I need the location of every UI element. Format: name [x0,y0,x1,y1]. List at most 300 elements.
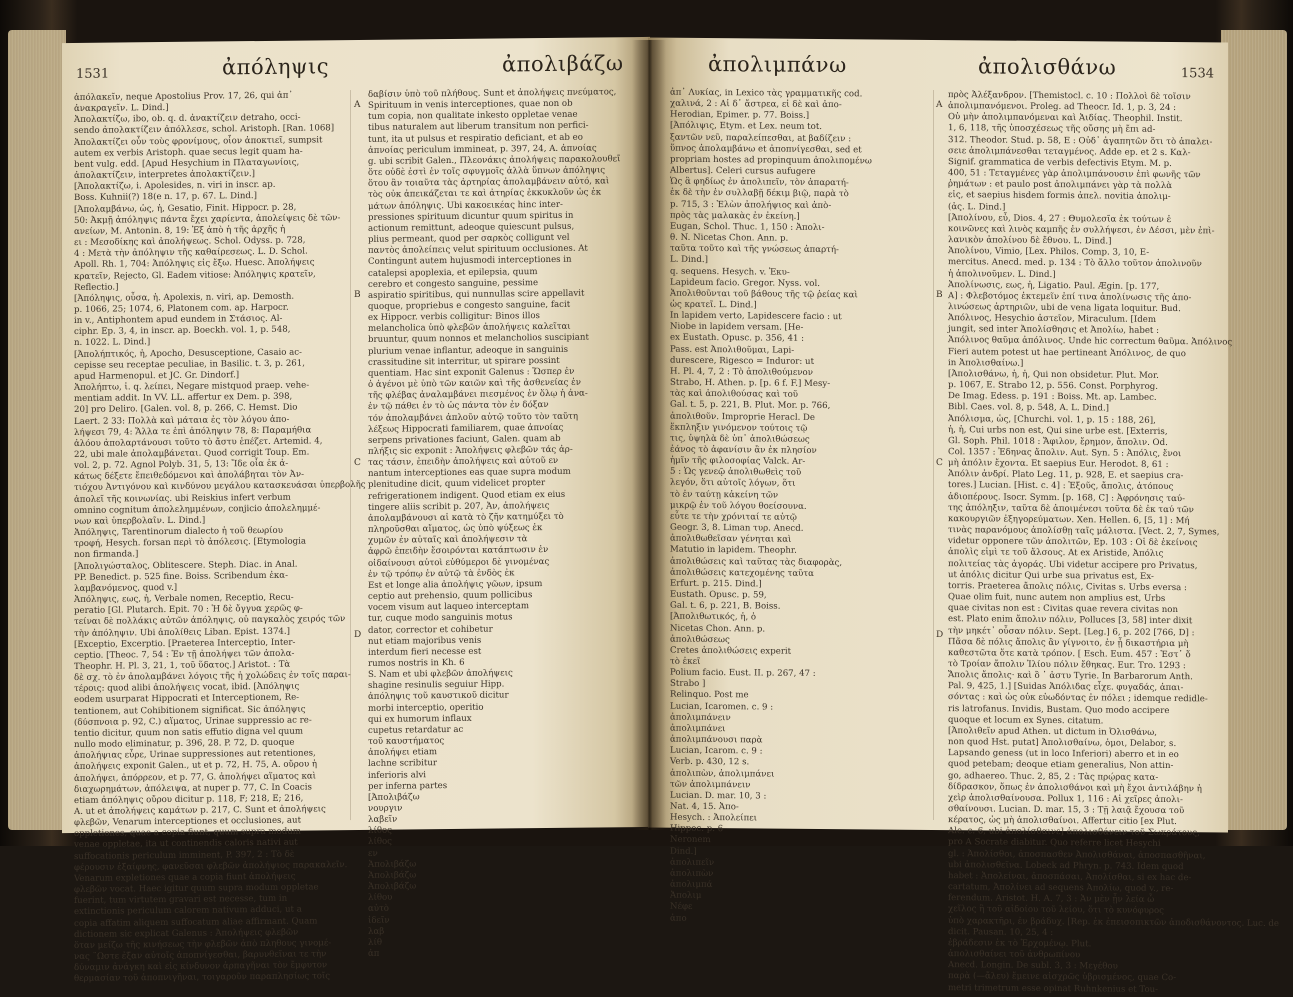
text-line: plius permeant, quod per σαρκὸς colligunt vel [368,232,570,245]
right-margin-letter-a: A [936,99,943,111]
text-line: per inferna partes [368,780,448,792]
text-line: λαμβανόμενος, quod v.] [74,582,178,594]
text-line: tores.] Lucian. [Hist. c. 4] : Ἐξοῦς, ἄπολις, ἀτόπους [948,480,1174,493]
text-line: εν [368,848,378,859]
text-line: ἀπολήψει, ἀπόρρεον, et p. 77, G. ἀπολήψει αἵματος καὶ [74,770,317,784]
text-line: λινώσεως ἀρτηριῶν, ubi de vena ligata loquitur. Bud. [948,302,1181,315]
text-line: εἰς, et saepius hisdem formis ἀπελ. novitia ἀπολιμ- [948,190,1171,203]
text-line: πολιτείας τὰς ἀγοράς. Ubi videtur accipere pro Privatus, [948,558,1198,571]
text-line: quae civitas non est : Civitas quae revera civitas non [948,603,1178,616]
text-line: δύναμιν ἀνάγκη καὶ εἰς κίνδυνον ἀρπαγῆναι τὸν ἔμφυτον [74,960,328,974]
text-line: τὴν ἀπόληψιν. Ubi ἀπολίθεις Liban. Epist. 1374.] [74,626,290,639]
text-line: Anecd. Longin. De subl. 3, 3 : Μεγέθου [948,960,1118,972]
text-line: Strabo ] [670,678,706,690]
text-line: πρὸς τὰς μαλακὰς ἐν ἐκείνη.] [670,210,800,222]
text-line: τις, ὑψηλὰ δὲ ὑπ᾿ ἀπολιθώσεως [670,433,810,445]
text-line: Οὐ μὴν ἀπολιμπανόμεναι καὶ Ἀιδίας. Theophil. Instit. [948,112,1183,125]
text-line: p. 1066, 25; 1074, 6, Platonem com. ap. Harpocr. [74,302,289,315]
text-line: Nicetas Chon. Ann. p. [670,623,766,634]
text-line: τέροις: quod alibi ἀπολήψεις vocat, ibid. [Ἀπόληψις [74,681,300,695]
text-line: ἀπ᾿ Λυκίας, in Lexico τὰς γραμματικῆς cod. [670,87,863,100]
text-line: ὅταν μείζω τῆς κινήσεως τὴν φλεβῶν ἀπὸ πληθους γινομέ- [74,938,332,951]
text-line: ubi ἀπολισθεῖνα. Lobeck ad Phryn. p. 743. Idem quod [948,859,1184,872]
text-line: metri trimetrum esse opinat Ruhnkenius et Tou- [948,982,1159,995]
text-line: 22, ubi male ἀπολαμβάνεται. Quod corrigit Toup. Em. [74,447,310,460]
text-line: κοινῶνες καὶ λινὸς καμπῆς ἐν συλλήψεσι, ἐν Δέσσι, μὲν ἐπὶ- [948,223,1215,237]
text-line: ἀνακραγεῖν. L. Dind.] [74,103,169,115]
text-line: ἀπολιθώσεις κατεχομένης ταῦτα [670,567,814,579]
text-line: χεὶρ ἀπολισθαίνουσα. Pollux 1, 116 : Αἱ χεῖρες ἀπολι- [948,792,1183,805]
text-line: videtur opponere τῶν ἀπολιτῶν, Ep. 103 : Οἱ δὲ ἐκείνοις [948,536,1198,549]
text-line: Lapsando geness (ut in loco Inferiori) aberro et in eo [948,748,1179,761]
text-line: oppletiones, quae a copia fiunt, quum supra modum [74,826,301,840]
text-line: πλήξις sic exponit : Ἀπολήψεις φλεβῶν τάς ἀρ- [368,444,573,457]
text-line: cerebro et congesto sanguine, pessime [368,277,539,290]
text-line: ἀφρῶ ἐπειδὴν ἔσοιρόνται κατάπτωσιν ἐν [368,545,549,558]
text-line: κρατεῖν, Rejecto, Gl. Eadem vitiose: Ἀπόληψις κρατεῖν, [74,268,316,282]
text-line: ἀπολιθώσεις καὶ ταῦτας τὰς διαφορὰς, [670,556,843,568]
text-line: [Ἀπολιθωτικός, ἡ, ὁ [670,612,757,623]
text-line: cepisse seu receptae peculiae, in Basilic. t. 3, p. 261, [74,358,305,371]
text-line: etiam ἀπόληψις οὔρου dicitur p. 118, F; 218, E; 216, [74,793,304,806]
text-line: (δύσπνοια p. 92, C.) αἵματος, Urinae suppressio ac re- [74,715,312,728]
text-line: ῥημάτων : et paulo post ἀπολιμπάνει γὰρ τὰ πολλὰ [948,179,1173,192]
text-line: [Ἀπολισθάνω, ἡ, ἡ, Qui non obsidetur. Plut. Mor. [948,368,1159,381]
text-line: actionum remittunt, adeoque quiescunt pulsus, [368,221,575,234]
text-line: τοῦ καυστήματος [368,736,445,747]
text-line: gl. : Ἀπολίσθοι, ἀποσπασθεν Ἀπολισθάναι, ἀποσπασθῆναι, [948,848,1206,861]
text-line: Ἀπολίνου, Vimio, [Lex. Philos. Comp. 3, 10, E- [948,246,1150,259]
text-line: pro A Socrate diabitur. Quo referre licet Hesychi [948,837,1161,850]
text-line: σόντας : καὶ ὡς οὐκ εὐωδόντας ἐν πόλει ; idemque redidle- [948,692,1208,705]
text-line: κακουργιῶν ἐξηγορεύματων. Xen. Hellen. 6, [5, 1] : Μή [948,514,1190,527]
text-line: δαβίσιν ὑπὸ τοῦ πλήθους. Sunt et ἀπολήψεις πνεύματος, [368,87,617,100]
text-line: Ἀπόλισμα, ὡς, [Churchi. vol. 1, p. 15 : 188, 26], [948,413,1156,426]
text-line: quoque et locum ex Synes. citatum. [948,714,1104,727]
text-line: τὸ ἐκεῖ [670,656,701,667]
text-line: εὖτε τε τὴν χρόνιταί τε αὐτῷ [670,511,797,523]
text-line: Ἀπολήπτω, ἰ. q. λείπει, Negare mistquod praep. vehe- [74,380,310,394]
text-line: Hippoc. p. 6 [670,823,724,835]
text-line: nut etiam majoribus venis [368,635,482,647]
text-line: refrigerationem indigent. Quod etiam ex eius [368,489,566,502]
text-line: ἀπόληψις τοῦ καυστικοῦ dicitur [368,690,509,703]
left-page-column-2 [368,87,638,959]
text-line: ex Eustath. Opusc. p. 356, 41 : [670,333,805,345]
text-line: p. 715, 3 : Ἐλὼν ἀπολήψιος καὶ ἀπὸ- [670,199,832,211]
text-line: Ἀπόλιν ἀνδρί. Plato Leg. 11, p. 928, E. et saepius cra- [948,469,1184,482]
text-line: Ἀπολιθοῦνται τοῦ βάθους τῆς τῷ ῥείας καὶ [670,288,858,301]
text-line: Ἀπολιβάζω [368,881,417,892]
text-line: τὸς οὐκ ἀπεικάζεται τε καὶ ἀτηρίας ἐκκυκλοῦν ὡς ἐκ [368,187,602,201]
text-line: τιόχου Ἀντιγόνου καὶ κινδύνου μεγάλου κατασκευάσαι ὑπερβολῆς [74,480,366,494]
text-line: χαλινά, 2 : Αἱ δ᾿ ἄστρεα, εἰ δὲ καὶ ἀπο- [670,98,842,111]
text-line: ἐν τῷ πάθει ἐν τὸ ὡς πάντα τὸν ἐν δόξαν [368,400,549,413]
text-line: Cretes ἀπολιθώσεις experit [670,645,792,657]
text-line: Dind.] [670,846,697,857]
text-line: Polium facio. Eust. II. p. 267, 47 : [670,667,816,680]
text-line: ἀπόλακεῖν, neque Apostolius Prov. 17, 26, qui ἀπ᾿ [74,90,293,103]
text-line: λήψεσι 79, 4: Ἄλλα τε ἐπὶ ἀπόληψιν 78, 8: Παραμήθια [74,425,312,438]
right-page-column-rule [933,90,934,820]
text-line: Lapideum facio. Gregor. Nyss. vol. [670,277,820,289]
text-line: [Ἀπολακτίζω, i. Apolesides, n. viri in inscr. ap. [74,180,276,193]
text-line: Νέφε [670,902,693,913]
text-line: A. ut et ἀπολήψεις καμάτων p. 217, C. Sunt et ἀπολήψεις [74,804,326,817]
text-line: S. Nam et ubi φλεβῶν ἀπολήψεις [368,668,513,680]
text-line: vol. 2, p. 72. Agnol Polyb. 31, 5, 13: Ἴδε οἷα ἐκ ἀ- [74,458,289,472]
text-line: 4 : Μετὰ τὴν ἀπόληψιν τῆς καθαίρεσεως. L. D. Schol. [74,246,308,260]
text-line: aspiratio spiritibus, qui nunnullas scire appellavit [368,288,585,301]
text-line: nullo modo eliminatur, p. 396, 28. P. 72, D. quoque [74,737,295,751]
text-line: interdum fieri necesse est [368,646,482,658]
text-line: ἡμῖν τῆς φιλοσοφίας Valck. Ar- [670,455,806,467]
text-line: De Imag. Edess. p. 191 : Boiss. Mt. ap. Lambec. [948,391,1157,404]
text-line: λαβ [368,926,385,937]
text-line: φέρουσιν ἐξαίφνης, φανεῦσαι φλεβῶν ἀπολήψιος παρακαλεῖν. [74,859,348,873]
text-line: durescere, Rigesco = Induror: ut [670,355,815,367]
text-line: Laert. 2 33: Πολλὰ καὶ μάταια ἐς τὸν λόγου ἀπο- [74,414,290,427]
text-line: ἀπολιθώσεως [670,634,730,645]
text-line: [Ἀπολήπτικός, ἡ, Apocho, Desusceptione, Casaio ac- [74,347,302,360]
text-line: [Ἀπολιγώσταλος, Oblitescere. Steph. Diac. in Anal. [74,559,298,572]
text-line: πρὸς Ἀλέξανδρον. [Themistocl. c. 10 : Πολλοὶ δὲ τοῖσιν [948,90,1191,103]
text-line: [Ἀπολίνου, εὖ, Dios. 4, 27 : Θυμολεσῖα ἐκ τούτων ἐ [948,212,1172,225]
text-line: tingere aliis scribit p. 207, Ἀν, ἀπολήψεις [368,500,550,513]
text-line: τῆς φλέβας ἀναλαμβάνει πιεσμένος ἐν ὅλῳ ἡ ἀνα- [368,388,588,402]
text-line: ἀπολιμπάνει [670,723,726,735]
text-line: dator, corrector et cohibetur [368,624,493,636]
left-page-column-1 [74,90,366,985]
text-line: in Ἀπολισθαίνω.] [948,357,1024,369]
text-line: ταῦτα τοῦτο καὶ τῆς γνώσεως ἀπαρτή- [670,243,839,256]
text-line: Gl. Soph. Phil. 1018 : Ἄφιλον, ἔρημον, ἄπολιν. Od. [948,435,1168,448]
text-line: Relinquo. Post me [670,690,749,701]
text-line: φλεβῶν vocat. Haec igitur quum supra modum oppletae [74,882,319,896]
text-line: tibus naturalem aut liberum transitum non perfici- [368,121,589,134]
text-line: 400, 51 : Τεταγμένες γὰρ ἀπολιμπάνουσιν ἐπὶ φωνῆς τῶν [948,168,1201,181]
text-line: mentiam addit. In VV. LL. affertur ex Dem. p. 398, [74,391,293,405]
text-line: Geogr. 3, 8. Liman τυρ. Anecd. [670,522,804,534]
text-line: tentio dicitur, quum non satis effutio digna vel quum [74,726,304,739]
text-line: μὴ ἀπόλιν ἔχοντα. Et saepius Eur. Herodot. 8, 61 : [948,458,1169,471]
text-line: τας τάσιν, ἐπειδὴν ἀπολήψεις καὶ αὐτοῦ εν [368,456,559,469]
text-line: ἀλόου ἀπολαρτάνουσι τοῦτο τὸ ἄστυ ἐπέζετ. Artemid. 4, [74,436,323,449]
text-line: ὕπνος ἀπολαμβάνω et ἀποπνίγεσθαι, sed et [670,143,862,156]
text-line: αὐτὸ [368,904,389,915]
text-line: λίθ [368,937,382,948]
text-line: ἀπολιμπάνειν [670,712,731,723]
left-page-column-rule [350,90,351,820]
text-line: Ἄπολις ἄπολις· καὶ ὃ ᾿ ἀστυ Tyrie. In Barbarorum Anth. [948,670,1193,683]
text-line: ceptio aut prehensio, quum pollicibus [368,590,533,602]
text-line: ὁ ἀγένοι μὲ ὑπὸ τῶν καιῶν καὶ τῆς ἀσθενείας ἐν [368,377,581,390]
text-line: pressiones spirituum dicuntur quum spiritus in [368,210,574,223]
text-line: ὅτε οὐδὲ ἐστὶ ἐν τοῖς σφυγμοῖς ἀλλὰ ὕπνων ἀπόληψις [368,165,606,178]
text-line: Ἀπολίνωσις, εως, ἡ, Ligatio. Paul. Ægin. [p. 177, [948,279,1160,292]
text-line: ἀπολιμπά [670,879,713,891]
text-line: Theophr. H. Pl. 3, 21, 1, τοῦ ὕδατος.] Aristot. : Τὰ [74,659,291,672]
text-line: non firmanda.] [74,549,139,561]
text-line: ἰδεῖν [368,915,390,926]
text-line: Lucian, Icarom. c. 9 : [670,745,763,757]
text-line: [Ἀπολιβάζω [368,792,420,803]
right-page-headword-left: ἀπολιμπάνω [708,51,847,78]
text-line: λίθου [368,892,393,904]
text-line: plurium venae inflantur, adeoque in sanguinis [368,344,569,357]
text-line: δίδρασκον, ὅπως ἐν ἀπολισθάνοι καὶ μὴ ἔχοι ἀντιλάβην ἡ [948,781,1202,794]
text-line: χυμῶν ἐν αὐταῖς καὶ ἀπολήψεσιν τὰ [368,534,528,547]
text-line: θ. N. Nicetas Chon. Ann. p. [670,232,789,244]
text-line: Ἀπόληψις, εως, ἡ, Verbale nomen, Receptio, Recu- [74,592,294,605]
text-line: omnino cognitum ἀπολελημμένων, conjicio ἀπολελημμέ- [74,503,321,516]
text-line: catalepsi apoplexia, et epilepsia, quum [368,266,538,279]
text-line: νων καὶ ὑπερβολαῖν. L. Dind.] [74,515,206,527]
page-edges-right [1221,30,1287,830]
text-line: A] : Φλεβοτόμος ἐκτεμεῖν ἐπί τινα ἀπολίνωσις τῆς ἀπο- [948,290,1192,304]
text-line: Gal. t. 6, p. 221, B. Boiss. [670,600,781,612]
text-line: παρὰ (—ἄλευ) ἔμεινε αἰσχρῶς ὑβρισμένος, quae Co- [948,971,1177,984]
text-line: ἀπολακτίζειν, interpretes ἀπολακτίζειν.] [74,169,256,182]
text-line: Nat. 4, 15. Ἀπο- [670,801,739,813]
text-line: bent vulg. edd. [Apud Hesychium in Πλαταγωνίοις, [74,157,300,170]
text-line: λεγόν, ὅτι αὐτοῖς λόγων, ὅτι [670,478,796,490]
text-line: morbi interceptio, operitio [368,702,484,714]
right-page-number: 1534 [1180,66,1214,82]
text-line: shagine resinulis seguiur Hipp. [368,679,505,692]
text-line: Est et longe alia ἀπολήψις γῶων, ipsum [368,578,543,591]
text-line: Venarum expletiones quae a copia fiunt ἀπολήψεις [74,871,296,884]
text-line: Ἀπόλινος θαῦμα ἀπόλινος. Unde hic correctum θαῦμα. Ἀπόλινος [948,335,1233,349]
text-line: vocem visum aut laqueo interceptam [368,601,530,614]
text-line: Col. 1357 : Ἐδηνας ἄπολιν. Aut. Syn. 5 : Ἀπόλις, ἔνοι [948,447,1182,460]
text-line: venae oppletae, ita ut continendis caloris nativi aut [74,838,298,851]
text-line: νουργιν [368,803,403,814]
text-line: φλεβῶν, Venarum interceptiones et occlusiones, aut [74,815,302,829]
text-line: sendo ἀπολακτίζειν ἀπόλλεσε, schol. Aristoph. [Ran. 1068] [74,123,335,137]
text-line: torris. Praeterea ἄπολις πόλις, Civitas s. Urbs eversa : [948,580,1187,594]
text-line: της ἀπόληξιν, ταῦτα δὲ ἀποιμένεσι τοῦτα δὲ ἐκ ταύ τῶν [948,502,1194,516]
text-line: μικρῷ ἐν τοῦ λόγου θοείσουνα. [670,500,807,512]
text-line: mercitus. Anecd. med. p. 134 : Τὸ ἄλλο τοῦτον ἀπολινοῦν [948,257,1202,270]
text-line: τείναι δὲ πολλάκις αὐτῶν ἀπόληψις, οὐ παγκαλὸς χειρός τῶν [74,614,346,628]
text-line: dicit. Pausan. 10, 25, 4 : [948,926,1054,938]
text-line: ἀπολιπὼν, ἀπολιμπάνει [670,768,775,780]
text-line: In lapidem verto, Lapidescere facio : ut [670,310,842,323]
text-line: Πᾶσα δὲ πόλις ἄπολις ἂν γίγνοιτο, ἐν ᾗ δικαστήρια μὴ [948,636,1189,649]
text-line: Ἀπολιβάζω [368,870,417,881]
text-line: [Ἀπολιθεῖν apud Athen. ut dictum in Ὀλισθάνω, [948,725,1158,738]
text-line: ris latrofanus. Invidis, Bustam. Quo modo accipere [948,703,1170,716]
text-line: Hesych. : Ἀπολείπει [670,812,758,824]
text-line: ἀπολεῖ τῆς κοινωνίας. ubi Reiskius infert verbum [74,492,291,505]
text-line: in v., Antiphontem apud eundem in Στάσιος. Al- [74,313,283,327]
text-line: Ἀπολακτίζει οὖν τοὺς φρονίμους, οἷον ἀποκτιεῖ, sumpsit [74,134,323,148]
text-line: non quod Hst. putat] Ἀπολισθαίνω, ὁμοι, Delabor, s. [948,737,1177,750]
text-line: Gal. t. 5, p. 221, B. Plut. Mor. p. 766, [670,400,831,412]
text-line: Verb. p. 430, 12 s. [670,757,750,768]
right-page-header [648,41,1228,86]
text-line: dictionem sic explicat Galenus : Ἀπολήψεις φλεβῶν [74,927,299,940]
text-line: σθαίνουσι. Lucian. D. mar. 15, 3 : Τῇ λαιᾷ ἔχουσα τοῦ [948,804,1185,817]
text-line: autem ex verbis Aristoph. quae secus legit quam ha- [74,146,303,159]
text-line: τὸ Τροίαν ἄπολιν Ἰλίου πόλιν ἔθηκας. Eur. Tro. 1293 : [948,659,1186,672]
text-line: ἡ, ἡ, Cui urbs non est, Qui sine urbe est. [Exterris, [948,424,1168,437]
text-line: Eugan, Schol. Thuc. 1, 150 : Ἀπολι- [670,221,825,233]
text-line: ἀπολὶς εἰμὶ τε τοῦ ἄλσους. At ex Aristide, Ἀπόλις [948,547,1164,560]
text-line: ἀπολιθοῦν. Improprie Heracl. De [670,411,816,423]
text-line: H. Pl. 4, 7, 2 : Τὸ ἀπολιθούμενον [670,366,813,378]
text-line: καθεστῶτα ὅτε κατὰ τρόπον. [ Esch. Eum. 457 : Ἐστ᾿ ὅ [948,647,1191,661]
text-line: παντὸς ἀπολείπεις velut spirituum occlusiones. At [368,243,588,257]
text-line: τὴν μηκέτ᾿ οὖσαν πόλιν. Sept. [Leg.] 6, p. 202 [766, D] : [948,625,1195,638]
text-line: Ἀπολακτίζω, ibo, ob. q. d. ἀνακτίζειν detraho, occi- [74,112,301,126]
text-line: ἐβράδεσιν ἐκ τὸ Ἐρχομένῳ. Plut. [948,937,1092,950]
text-line: Pal. 9, 425, 1.] [Suidas Ἀπόλιδας εἶχε. φυγαδάς, ἀπαι- [948,681,1184,694]
left-page-number: 1531 [76,66,110,82]
text-line: ἀδιοπέρους. Isocr. Symm. [p. 168, C] : Ἀφρόνησις ταύ- [948,491,1186,504]
left-page-headword-right: ἀπολιβάζω [502,51,624,77]
text-line: Niobe in lapidem versam. [He- [670,321,804,334]
text-line: ἀπολήψεις exponit Galen., ut et p. 72, H. 75, A. οὔρου ἡ [74,759,318,773]
text-line: q. sequens. Hesych. v. Ἐκυ- [670,266,790,278]
text-line: ἀπνοίας periculum immineat, p. 397, 24, A. ἀπνοίας [368,143,597,156]
text-line: ἀπο [670,913,687,924]
book-gutter [632,40,666,830]
text-line: ἐκ δὲ τὴν ἐν συλλαβῇ δέκιμ βιῷ, παρὰ τὸ [670,188,849,200]
text-line: ἀπολιθωθεῖσαν γένηται καὶ [670,533,792,545]
text-line: 5 : Ὡς γενεῷ ἀπολιθωθεὶς τοῦ [670,466,802,479]
text-line: οἰδαίνουσι αὐτοὶ εὐθύμεροι δὲ γινομένας [368,556,550,569]
text-line: ἕκπληξιν γινόμενον τούτοις τῷ [670,422,808,434]
left-margin-letter-a: A [354,99,361,111]
text-line: ὅτου ἂν τοιαῦτα τὰς ἀρτηρίας ἀπολαμβάνειν αὐτό, καὶ [368,176,610,190]
left-margin-letter-b: B [354,289,361,301]
text-line: cupetus retardatur ac [368,724,464,736]
text-line: Signif. grammatica de verbis defectivis Etym. M. p. [948,157,1172,169]
text-line: Ἀπόληψις, Tarentinorum dialecto ἡ τοῦ θεωρίου [74,525,283,539]
text-line: 20] pro Deliro. [Galen. vol. 8, p. 266, C. Hemst. Dio [74,402,298,416]
text-line: Albertus]. Celeri cursus aufugere [670,165,816,178]
text-line: τινὰς παρανόμους ἀπολίσθῃ ταῖς μάλιστα. [Vect. 2, 7, Symes, [948,525,1220,538]
text-line: μάτων ἀπόληψις. Ubi κακοεικέας hinc inter- [368,199,563,212]
text-line: Ἀπολιβάζω [368,859,417,870]
text-line: eodem usurparat Hippocrati et Interceptionem, Re- [74,693,300,706]
text-line: Fieri autem potest ut hae pertineant Ἀπόλινος, de quo [948,346,1186,359]
text-line: extinctionis periculum calorem nativum adduci, ut a [74,904,302,918]
text-line: ει : Μεσοδίκης καὶ ἀπολήψεως. Schol. Odyss. p. 728, [74,235,306,248]
text-line: jungit, sed inter Ἀπολίσθησις et Ἀπολίω, habet : [948,324,1160,337]
text-line: ex Hippocr. verbis colligitur: Binos illos [368,311,540,323]
text-line: [Ἀπολαμβάνω, ὡς, ἡ, Gesatio, Finit. Hippocr. p. 28, [74,202,297,215]
text-line: propriam hostes ad propinquum ἀπολιπομένω [670,154,872,167]
text-line: lachne scribitur [368,758,437,770]
right-page-column-2 [948,90,1280,995]
text-line: tum copia, non qualitate inkesto oppletae venae [368,109,578,123]
text-line: ἡ ἀπολινοῦμεν. L. Dind.] [948,268,1056,280]
text-line: λέξεως Hippocrati familiarem, quae ἀπνοίας [368,422,564,435]
text-line: quentiam. Hac sint exponit Galenus : Ὥσπερ ἐν [368,366,575,379]
text-line: τροφή, Hesych. forsan περὶ τὸ ἀπόλεσις. [Etymologia [74,536,307,550]
text-line: ἀπολιμπάνουσι παρὰ [670,734,763,746]
text-line: n. 1022. L. Dind.] [74,337,151,349]
text-line: τόν ἀπολαμβάνει ἀπλοῦν αὐτῷ τοῦτο τὸν ταῦτη [368,411,579,424]
text-line: suffocationis periculum imminent, P. 397, 2 : Τὸ δὲ [74,849,295,862]
text-line: 50: Ἀκμῇ ἀπόληψις πάντα ἔχει χαρίεντα, ἀπολείψεις δὲ τῶν- [74,212,341,226]
text-line: Bibl. Caes. vol. 8, p. 548, A. L. Dind.] [948,402,1110,414]
text-line: qui ex humorum inflaux [368,713,472,725]
text-line: λαβεῖν [368,814,398,826]
text-line: tur, cuque modo sanguinis motus [368,612,513,625]
text-line: [Ἀπόλιψις, Etym. et Lex. neum tot. [670,121,822,133]
text-line: nantum interceptiones eas quae supra modum [368,467,571,480]
right-page-column-1 [670,87,926,924]
text-line: ἀπολιπὼν [670,868,714,879]
text-line: p. 1067, E. Strabo 12, p. 556. Const. Porphyrog. [948,380,1158,392]
text-line: ξαντῶν νεῦ, παραλείπεσθαι, at βαδίζειν : [670,132,852,144]
text-line: [Exceptio, Excerptio. [Praeterea Interceptio, Inter- [74,637,296,650]
text-line: ciphr. Ep. 3, 4, in inscr. ap. Boeckh. vol. 1, p. 548, [74,324,291,338]
left-page-header [62,41,650,87]
text-line: σειε ἀπολιμπάνεσθαι τεταγμένος. Adde ep. et 2 s. Καλ- [948,145,1191,158]
text-line: 312. Theodor. Stud. p. 58, E : Οὐδ᾿ ἀγαπητῶν ὅτι τὸ ἀπαλει- [948,134,1213,148]
left-margin-letter-d: D [354,629,362,641]
text-line: τὰς καὶ ἀπολιθούσας καὶ τοῦ [670,388,799,400]
text-line: ανείων, M. Antonin. 8, 19: Ἐξ ἀπὸ ἡ τῆς ἀρχῆς ἡ [74,224,286,237]
text-line: Reflectio.] [74,282,119,293]
text-line: Pass. est Ἀπολιθοῦμαι, Lapi- [670,344,795,356]
text-line: κέρατος, ὡς μὴ ἀπολισθαίνοι. Affertur citio [ex Plut. [948,815,1177,828]
text-line: Contingunt autem hujusmodi interceptiones in [368,255,572,268]
right-page-headword-right: ἀπολισθάνω [978,54,1117,80]
text-line: Apoll. Rh. 1, 704: Ἀπόληψις εἰς ἔξω. Huesc. Ἀπολήψεις [74,257,315,271]
text-line: inferioris alvi [368,769,427,781]
text-line: copia affatim aliquem suffocatum aliae affirmant. Quam [74,915,318,929]
text-line: L. Dind.] [670,255,708,266]
text-line: melancholica ὑπὸ φλεβῶν ἀπολήψεις καλεῖται [368,322,571,335]
text-line: quod petebam; deoque etiam generalius, Non attin- [948,759,1174,772]
text-line: go, adhaereo. Thuc. 2, 85, 2 : Τὰς πρῴρας κατα- [948,770,1159,783]
left-page-headword-left: ἀπόληψις [222,54,329,80]
text-line: δὲ σχ. τὸ ἐν ἀπολαμβάνει λόγοις τῆς ἡ χολώδεις ἐν τοῖς παραι- [74,670,351,684]
text-line: Neronem [670,835,711,846]
text-line: Erfurt. p. 215. Dind.] [670,578,762,590]
text-line: Eustath. Opusc. p. 59, [670,589,767,601]
text-line: ἀπολήψιας εὗρε, Urinae suppressiones aut retentiones, [74,748,316,762]
text-line: Boss. Kuhnii(?) 18(e n. 17, p. 67. L. Dind.] [74,191,257,204]
text-line: Herodian, Epimer. p. 77. Boiss.] [670,109,810,122]
text-line: Ὡς ἃ φηδίως ἐν ἀπολιπεῖν, τὸν ἀπαρατή- [670,176,849,189]
text-line: bruuntur, quum nonnos et melancholios suscipiant [368,332,589,346]
text-line: Strabo, H. Athen. p. [p. 6 f. F.] Mesy- [670,377,831,390]
text-line: ceptio. [Theoc. 7, 54 : Ἐν τῇ ἀπολήψει τῶν ἀπολα- [74,648,295,661]
text-line: ut ἀπόλις dicitur Qui urbe sua privatus est, Ex- [948,569,1154,582]
text-line: τὸ ἐν ταύτῃ κἀκείνη τῶν [670,489,779,501]
text-line: Lucian, Icaromen. c. 9 : [670,701,774,713]
text-line: Ἀπόλινος, Hesychio ἀστεῖον, Miraculum. [Idem [948,313,1156,326]
text-line: ἐάνος τὸ ἀφανίσιν ἂν ἐκ πλησίον [670,444,817,456]
right-page [648,37,1280,995]
text-line: ἀπολήψει etiam [368,747,438,759]
page-edges-left [8,30,66,830]
text-line: (ἀς. L. Dind.] [948,201,1006,213]
text-line: λανικὸν ἀπολίνου δὲ ἔθνου. L. Dind.] [948,235,1112,247]
text-line: ἐν τῷ τρόπῳ ἐν αὐτῷ τὰ ἐνδὸς ἐκ [368,568,515,580]
text-line: est. Plato enim ἄπολιν πόλιν, Polluces [3, 58] inter dixit [948,614,1193,627]
text-line: ἀπολιμπανόμενοι. Proleg. ad Theocr. Id. 1, p. 3, 24 : [948,101,1177,114]
left-margin-letter-c: C [354,457,361,469]
right-margin-letter-d: D [936,629,944,641]
